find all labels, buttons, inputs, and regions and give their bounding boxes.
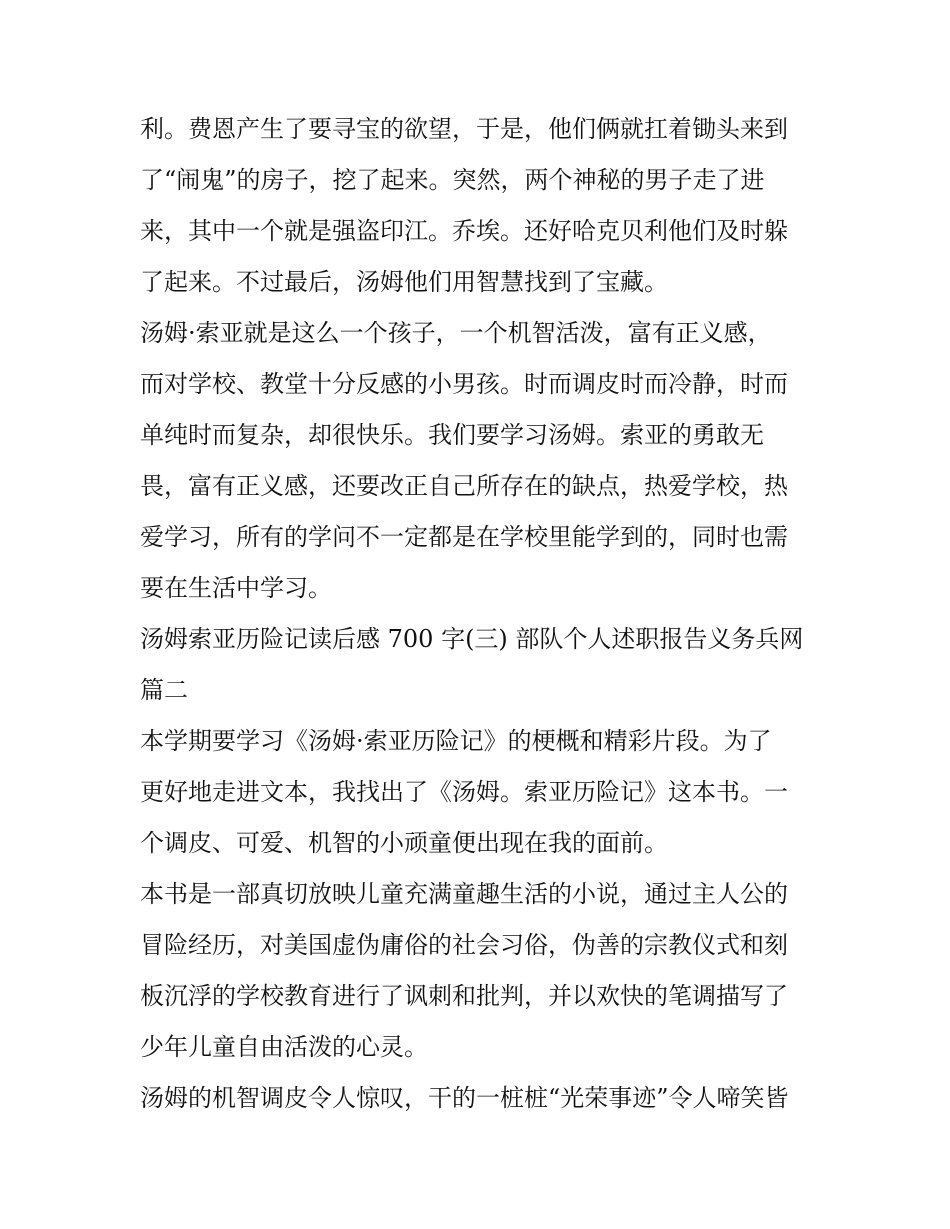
text-line: 要在生活中学习。	[140, 574, 332, 602]
text-line: 汤姆·索亚就是这么一个孩子，一个机智活泼，富有正义感，	[140, 319, 772, 347]
document-body	[140, 104, 820, 1124]
text-line: 冒险经历，对美国虚伪庸俗的社会习俗，伪善的宗教仪式和刻	[140, 931, 788, 959]
text-line: 更好地走进文本，我找出了《汤姆。索亚历险记》这本书。一	[140, 778, 788, 806]
text-line: 单纯时而复杂，却很快乐。我们要学习汤姆。索亚的勇敢无	[140, 421, 764, 449]
section-heading-line: 篇二	[140, 676, 188, 704]
text-line: 本学期要学习《汤姆·索亚历险记》的梗概和精彩片段。为了	[140, 727, 772, 755]
text-line: 本书是一部真切放映儿童充满童趣生活的小说，通过主人公的	[140, 880, 788, 908]
text-line: 汤姆的机智调皮令人惊叹，干的一桩桩“光荣事迹”令人啼笑皆	[140, 1084, 789, 1112]
text-line: 畏，富有正义感，还要改正自己所存在的缺点，热爱学校，热	[140, 472, 788, 500]
text-line: 来，其中一个就是强盗印江。乔埃。还好哈克贝利他们及时躲	[140, 217, 788, 245]
text-line: 利。费恩产生了要寻宝的欲望，于是，他们俩就扛着锄头来到	[140, 115, 788, 143]
text-line: 了“闹鬼”的房子，挖了起来。突然，两个神秘的男子走了进	[140, 166, 765, 194]
section-heading-line: 汤姆索亚历险记读后感 700 字(三) 部队个人述职报告义务兵网	[140, 625, 804, 653]
text-line: 板沉浮的学校教育进行了讽刺和批判，并以欢快的笔调描写了	[140, 982, 788, 1010]
text-line: 个调皮、可爱、机智的小顽童便出现在我的面前。	[140, 829, 668, 857]
text-line: 了起来。不过最后，汤姆他们用智慧找到了宝藏。	[140, 268, 668, 296]
text-line: 而对学校、教堂十分反感的小男孩。时而调皮时而冷静，时而	[140, 370, 788, 398]
text-line: 少年儿童自由活泼的心灵。	[140, 1033, 428, 1061]
text-line: 爱学习，所有的学问不一定都是在学校里能学到的，同时也需	[140, 523, 788, 551]
